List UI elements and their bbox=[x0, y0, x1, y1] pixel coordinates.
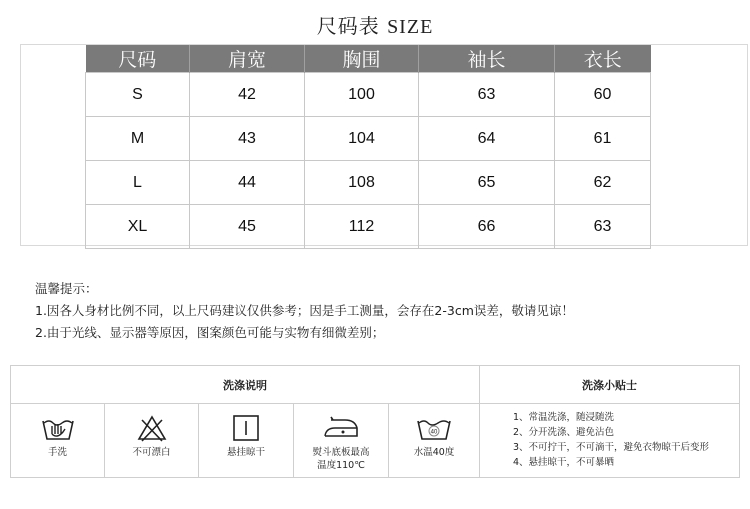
table-row bbox=[86, 73, 651, 117]
wash-label: 悬挂晾干 bbox=[226, 447, 265, 458]
table-cell: 104 bbox=[305, 117, 419, 161]
table-cell: 61 bbox=[555, 117, 651, 161]
title-cn: 尺码表 bbox=[316, 14, 380, 38]
list-item: 4、悬挂晾干，不可暴晒 bbox=[513, 457, 615, 468]
table-cell: 44 bbox=[190, 161, 305, 205]
wash-symbol-no-bleach bbox=[105, 404, 199, 477]
hand-wash-icon bbox=[41, 414, 75, 442]
size-table bbox=[85, 45, 651, 249]
table-cell: 65 bbox=[419, 161, 555, 205]
header-shoulder: 肩宽 bbox=[190, 45, 305, 73]
header-size: 尺码 bbox=[86, 45, 190, 73]
wash-label: 水温40度 bbox=[413, 447, 455, 458]
table-cell: 45 bbox=[190, 205, 305, 249]
title-en: SIZE bbox=[387, 16, 434, 38]
wash-temp-badge: 40 bbox=[430, 429, 438, 436]
table-cell: 112 bbox=[305, 205, 419, 249]
size-table-header bbox=[86, 45, 651, 73]
table-row bbox=[86, 205, 651, 249]
wash-tips-list bbox=[480, 404, 739, 477]
table-cell: 62 bbox=[555, 161, 651, 205]
table-row bbox=[86, 161, 651, 205]
tips-line-1: 1.因各人身材比例不同，以上尺码建议仅供参考；因是手工测量，会存在2-3cm误差，敬请见谅！ bbox=[35, 303, 574, 318]
header-sleeve: 袖长 bbox=[419, 45, 555, 73]
wash-label: 手洗 bbox=[47, 447, 67, 458]
iron-icon bbox=[321, 414, 361, 442]
header-length: 衣长 bbox=[555, 45, 651, 73]
table-cell: 60 bbox=[555, 73, 651, 117]
table-cell: 42 bbox=[190, 73, 305, 117]
wash-tips-title: 洗涤小贴士 bbox=[480, 366, 739, 404]
list-item: 2、分开洗涤、避免沾色 bbox=[513, 427, 615, 438]
table-cell: 64 bbox=[419, 117, 555, 161]
table-row bbox=[86, 117, 651, 161]
table-cell: M bbox=[86, 117, 190, 161]
table-cell: 108 bbox=[305, 161, 419, 205]
wash-symbol-hand-wash bbox=[11, 404, 105, 477]
table-cell: 43 bbox=[190, 117, 305, 161]
list-item: 3、不可拧干，不可滴干，避免衣物晾干后变形 bbox=[513, 442, 710, 453]
table-cell: 63 bbox=[555, 205, 651, 249]
table-cell: S bbox=[86, 73, 190, 117]
table-cell: 100 bbox=[305, 73, 419, 117]
table-cell: 63 bbox=[419, 73, 555, 117]
wash-symbol-hang-dry bbox=[199, 404, 294, 477]
hang-dry-icon bbox=[231, 414, 261, 442]
table-cell: 66 bbox=[419, 205, 555, 249]
wash-symbol-wash-40 bbox=[389, 404, 480, 477]
header-chest: 胸围 bbox=[305, 45, 419, 73]
washing-instructions-panel bbox=[10, 365, 740, 478]
table-cell: XL bbox=[86, 205, 190, 249]
list-item: 1、常温洗涤，随浸随洗 bbox=[513, 412, 615, 423]
tips-heading: 温馨提示： bbox=[35, 281, 98, 296]
wash-instructions-title: 洗涤说明 bbox=[11, 366, 480, 404]
wash-label: 熨斗底板最高 温度110℃ bbox=[312, 447, 370, 471]
tips-line-2: 2.由于光线、显示器等原因，图案颜色可能与实物有细微差别； bbox=[35, 325, 385, 340]
wash-symbol-iron bbox=[294, 404, 389, 477]
wash-40-icon bbox=[416, 414, 452, 442]
size-chart-title bbox=[0, 10, 750, 39]
size-tips bbox=[35, 278, 574, 344]
no-bleach-icon bbox=[137, 414, 167, 442]
table-cell: L bbox=[86, 161, 190, 205]
wash-label: 不可漂白 bbox=[132, 447, 171, 458]
